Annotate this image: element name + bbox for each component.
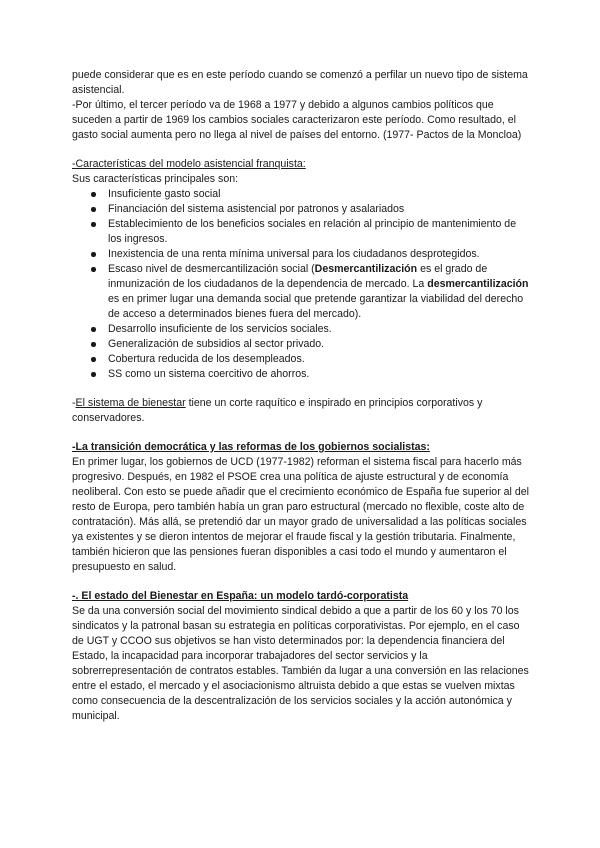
caracteristicas-intro: Sus características principales son:	[72, 173, 239, 185]
list-item: Cobertura reducida de los desempleados.	[108, 352, 530, 367]
spacer	[72, 575, 530, 589]
desmerc-text-e: es en primer lugar una demanda social que pretende garantizar la viabilidad del derecho de acceso a determinados bienes fuera del mercado).	[108, 293, 524, 320]
spacer	[72, 143, 530, 157]
transicion-body: En primer lugar, los gobiernos de UCD (1977-1982) reforman el sistema fiscal para hacerlo más progresivo. Después, en 1982 el PSOE crea una política de ajuste estructural y de economía neoliberal. Con esto se puede añadir que el crecimiento económico de España fue superior al del resto de Europa, pero también había un gran paro estructural (mercado no flexible, coste alto de contratación). Más allá, se pretendió dar un mayor grado de universalidad a las políticas sociales ya existentes y se dieron intentos de mejorar el fraude fiscal y la gestión tributaria. Finalmente, también hicieron que las pensiones fueran disponibles a casi todo el mundo y aumentaron el presupuesto en salud.	[72, 456, 529, 573]
desmerc-term-1: Desmercantilización	[314, 263, 418, 275]
bienestar-dash: -	[72, 397, 76, 409]
desmerc-text-a: Escaso nivel de desmercantilización social (	[108, 263, 315, 275]
spacer	[72, 426, 530, 440]
list-item: Desarrollo insuficiente de los servicios sociales.	[108, 322, 530, 337]
caracteristicas-list	[72, 187, 530, 382]
list-item: Financiación del sistema asistencial por patronos y asalariados	[108, 202, 530, 217]
list-item: SS como un sistema coercitivo de ahorros.	[108, 367, 530, 382]
transicion-heading: -La transición democrática y las reformas de los gobiernos socialistas:	[72, 441, 430, 453]
intro-paragraph-1: puede considerar que es en este período cuando se comenzó a perfilar un nuevo tipo de sistema asistencial.	[72, 69, 528, 96]
bienestar-paragraph	[72, 396, 530, 426]
spacer	[72, 382, 530, 396]
desmerc-text-c: es el grado de inmunización de los ciudadanos de la dependencia de mercado. La	[108, 263, 488, 290]
list-item-desmercantilizacion	[108, 262, 530, 322]
estado-heading: -. El estado del Bienestar en España: un modelo tardó-corporatista	[72, 590, 409, 602]
list-item: Generalización de subsidios al sector privado.	[108, 337, 530, 352]
caracteristicas-heading: -Características del modelo asistencial franquista:	[72, 158, 306, 170]
bienestar-underlined-term: El sistema de bienestar	[75, 397, 186, 409]
list-item: Insuficiente gasto social	[108, 187, 530, 202]
intro-paragraph-2: -Por último, el tercer período va de 1968 a 1977 y debido a algunos cambios políticos que suceden a partir de 1969 los cambios sociales caracterizaron este período. Como resultado, el gasto social aumenta pero no llega al nivel de países del entorno. (1977- Pactos de la Moncloa)	[72, 99, 522, 141]
desmerc-term-2: desmercantilización	[427, 278, 529, 290]
list-item: Inexistencia de una renta mínima universal para los ciudadanos desprotegidos.	[108, 247, 530, 262]
list-item: Establecimiento de los beneficios sociales en relación al principio de mantenimiento de los ingresos.	[108, 217, 530, 247]
estado-body: Se da una conversión social del movimiento sindical debido a que a partir de los 60 y los 70 los sindicatos y la patronal basan su estrategia en políticas corporativistas. Por ejemplo, en el caso de UGT y CCOO sus objetivos se han visto determinados por: la dependencia financiera del Estado, la incapacidad para incorporar trabajadores del sector servicios y la sobrerrepresentación de contratos estables. También da lugar a una conversión en las relaciones entre el estado, el mercado y el asociacionismo altruista debido a que estas se vuelven mixtas como consecuencia de la descentralización de los servicios sociales y la acción autonómica y municipal.	[72, 605, 529, 722]
bienestar-text: tiene un corte raquítico e inspirado en principios corporativos y conservadores.	[72, 397, 483, 424]
